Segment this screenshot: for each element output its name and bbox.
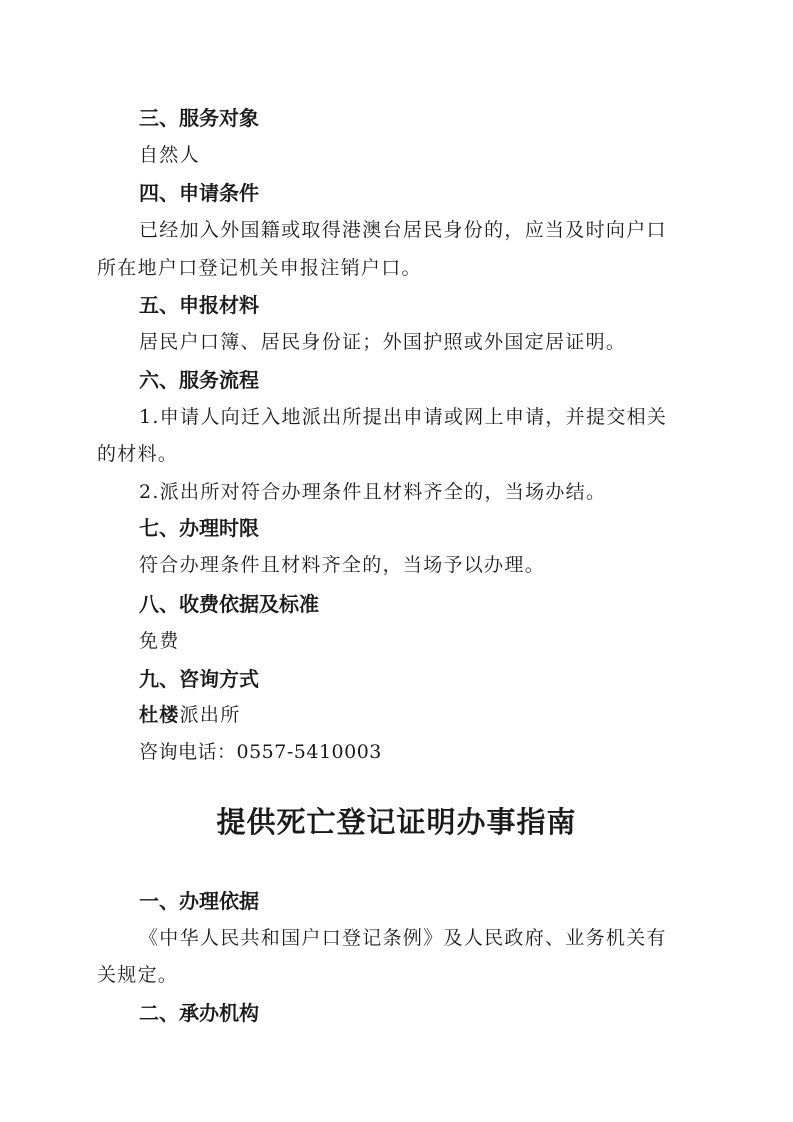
heading-consultation: 九、咨询方式 (139, 667, 259, 691)
service-process-line-2: 的材料。 (97, 443, 179, 465)
heading-processing-time: 七、办理时限 (139, 516, 259, 540)
station-name: 杜楼 (139, 704, 180, 726)
station-suffix: 派出所 (179, 704, 241, 726)
heading-materials: 五、申报材料 (139, 293, 259, 317)
processing-time-text: 符合办理条件且材料齐全的，当场予以办理。 (139, 554, 546, 576)
heading-application-conditions: 四、申请条件 (139, 181, 259, 205)
application-conditions-line-1: 已经加入外国籍或取得港澳台居民身份的，应当及时向户口 (139, 219, 667, 241)
heading-service-target: 三、服务对象 (139, 106, 259, 130)
fees-text: 免费 (139, 630, 180, 652)
materials-text: 居民户口簿、居民身份证；外国护照或外国定居证明。 (139, 331, 627, 353)
document-title: 提供死亡登记证明办事指南 (216, 805, 577, 839)
heading-service-process: 六、服务流程 (139, 368, 259, 392)
application-conditions-line-2: 所在地户口登记机关申报注销户口。 (97, 257, 422, 279)
service-target-text: 自然人 (139, 144, 200, 166)
service-process-line-3: 2.派出所对符合办理条件且材料齐全的，当场办结。 (139, 481, 607, 503)
heading-handling-agency: 二、承办机构 (139, 1001, 259, 1025)
consultation-phone: 咨询电话：0557-5410003 (139, 741, 382, 763)
service-process-line-1: 1.申请人向迁入地派出所提出申请或网上申请，并提交相关 (139, 406, 668, 428)
heading-legal-basis: 一、办理依据 (139, 889, 259, 913)
consultation-station (139, 706, 241, 725)
legal-basis-line-2: 关规定。 (97, 964, 179, 986)
legal-basis-line-1: 《中华人民共和国户口登记条例》及人民政府、业务机关有 (139, 927, 667, 949)
heading-fees: 八、收费依据及标准 (139, 592, 319, 616)
